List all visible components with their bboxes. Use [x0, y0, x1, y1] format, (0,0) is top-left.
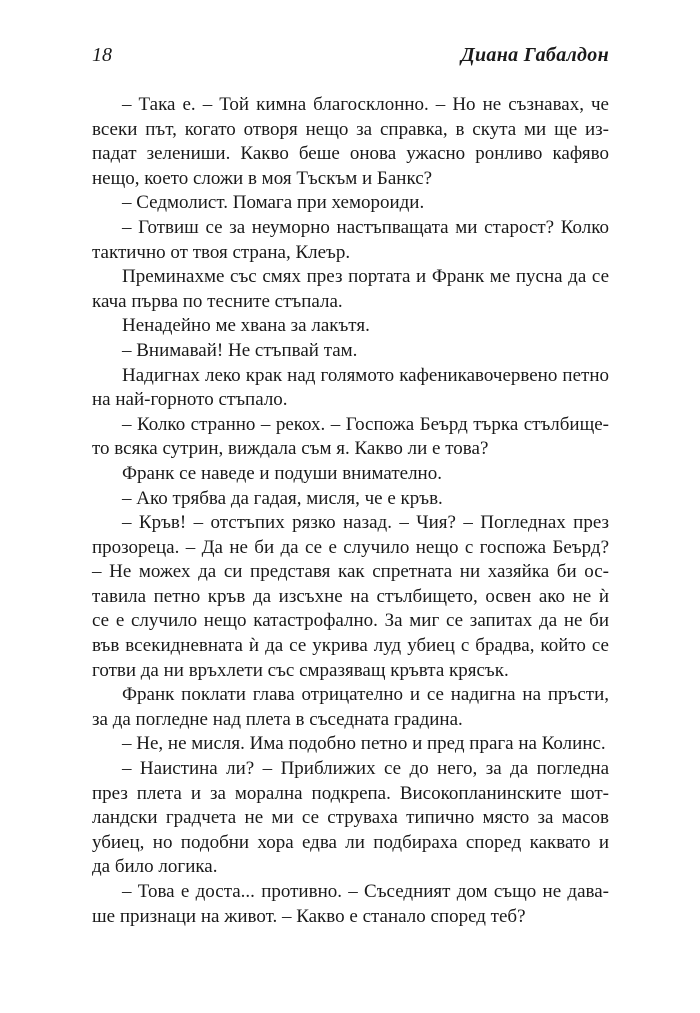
- text-line: за да погледне над плета в съседната градина.: [92, 708, 463, 730]
- text-line: ше признаци на живот. – Какво е станало според теб?: [92, 905, 526, 927]
- text-line: се е случило нещо катастрофално. За миг се запитах да не би: [92, 610, 609, 632]
- text-line: – Седмолист. Помага при хемороиди.: [122, 192, 425, 214]
- text-line: във всекидневната ѝ да се укрива луд убиец с брадва, който се: [92, 635, 609, 657]
- text-line: готви да ни връхлети със смразяващ кръвта крясък.: [92, 659, 509, 681]
- text-line: ландски градчета не ми се струваха типично място за масов: [92, 807, 609, 829]
- text-line: падат зелениши. Какво беше онова ужасно ронливо кафяво: [92, 143, 609, 165]
- text-line: кача първа по тесните стъпала.: [92, 290, 343, 312]
- text-line: тавила петно кръв да изсъхне на стълбището, освен ако не ѝ: [92, 585, 609, 607]
- text-line: Франк се наведе и подуши внимателно.: [122, 462, 442, 484]
- text-line: всеки път, когато отворя нещо за справка, в скута ми ще из-: [92, 118, 609, 140]
- text-line: нещо, което сложи в моя Тъскъм и Банкс?: [92, 167, 433, 189]
- text-line: – Кръв! – отстъпих рязко назад. – Чия? – Погледнах през: [122, 512, 609, 534]
- text-line: – Не можех да си представя как спретната ни хазяйка би ос-: [92, 561, 609, 583]
- text-line: убиец, но подобни хора едва ли подбираха според каквато и: [92, 831, 609, 853]
- running-head-author: Диана Габалдон: [461, 44, 609, 66]
- text-line: – Не, не мисля. Има подобно петно и пред прага на Колинс.: [122, 733, 606, 755]
- text-line: – Колко странно – рекох. – Госпожа Беърд търка стълбище-: [122, 413, 609, 435]
- text-line: на най-горното стъпало.: [92, 389, 288, 411]
- text-line: Надигнах леко крак над голямото кафеникавочервено петно: [122, 364, 609, 386]
- text-line: то всяка сутрин, виждала съм я. Какво ли е това?: [92, 438, 489, 460]
- text-line: Франк поклати глава отрицателно и се надигна на пръсти,: [122, 684, 609, 706]
- text-line: – Внимавай! Не стъпвай там.: [122, 339, 358, 361]
- text-line: – Това е доста... противно. – Съседният дом също не дава-: [122, 881, 609, 902]
- text-line: Ненадейно ме хвана за лакътя.: [122, 315, 370, 337]
- text-line: – Така е. – Той кимна благосклонно. – Но не съзнавах, че: [122, 94, 609, 115]
- text-line: – Готвиш се за неуморно настъпващата ми старост? Колко: [122, 216, 609, 238]
- text-line: през плета и за морална подкрепа. Високопланинските шот-: [92, 782, 609, 804]
- page-number: 18: [92, 44, 112, 66]
- page-header: [92, 40, 609, 70]
- text-line: Преминахме със смях през портата и Франк ме пусна да се: [122, 266, 609, 288]
- text-line: – Наистина ли? – Приближих се до него, за да погледна: [122, 758, 609, 780]
- text-line: – Ако трябва да гадая, мисля, че е кръв.: [122, 487, 443, 509]
- text-line: прозореца. – Да не би да се е случило нещо с госпожа Беърд?: [92, 536, 609, 558]
- body-text: [92, 93, 609, 929]
- text-line: тактично от твоя страна, Клеър.: [92, 241, 351, 263]
- text-line: да било логика.: [92, 856, 218, 878]
